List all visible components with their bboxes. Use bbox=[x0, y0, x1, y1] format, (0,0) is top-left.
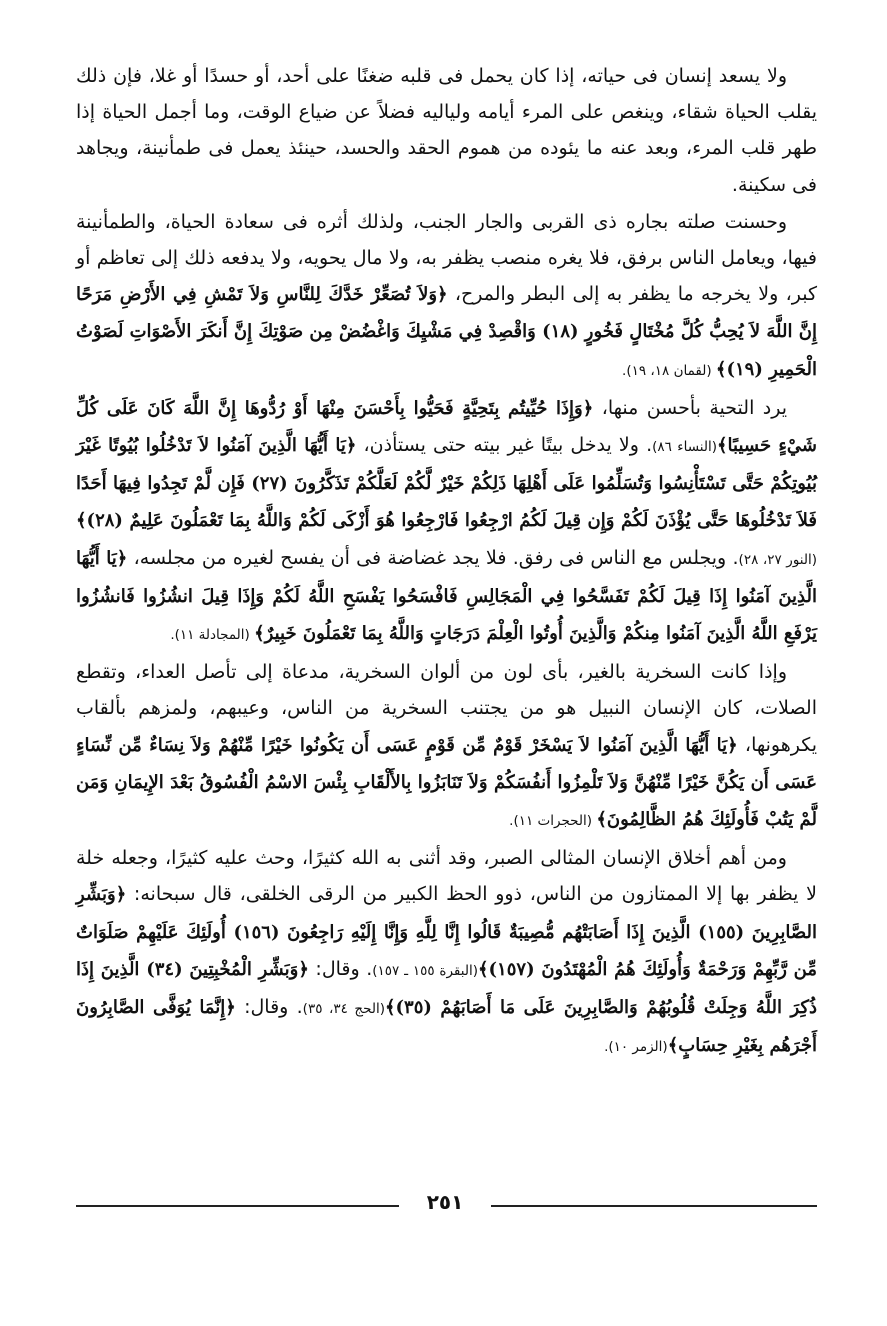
page-number: ٢٥١ bbox=[426, 1190, 464, 1214]
citation: (الحج ٣٤، ٣٥) bbox=[302, 1001, 385, 1018]
quran-verse: ﴿وَلاَ تُصَعِّرْ خَدَّكَ لِلنَّاسِ وَلاَ تَمْشِ فِي الأَرْضِ مَرَحًا إِنَّ اللَّهَ لاَ يُحِبُّ كُلَّ مُخْتَالٍ فَخُورٍ (١٨) وَاقْصِدْ فِي مَشْيِكَ وَاغْضُضْ مِن صَوْتِكَ إِنَّ أَنكَرَ الأَصْوَاتِ لَصَوْتُ الْحَمِيرِ (١٩)﴾ bbox=[76, 284, 818, 380]
paragraph-text: . وقال: bbox=[235, 996, 303, 1019]
paragraph bbox=[76, 58, 817, 203]
paragraph bbox=[76, 204, 817, 389]
quran-verse: ﴿يَا أَيُّهَا الَّذِينَ آمَنُوا لاَ يَسْخَرْ قَوْمٌ مِّن قَوْمٍ عَسَى أَن يَكُونُوا خَيْرًا مِّنْهُمْ وَلاَ نِسَاءٌ مِّن نِّسَاءٍ عَسَى أَن يَكُنَّ خَيْرًا مِّنْهُنَّ وَلاَ تَلْمِزُوا أَنفُسَكُمْ وَلاَ تَنَابَزُوا بِالأَلْقَابِ بِئْسَ الاسْمُ الْفُسُوقُ بَعْدَ الإِيمَانِ وَمَن لَّمْ يَتُبْ فَأُولَئِكَ هُمُ الظَّالِمُونَ﴾ bbox=[76, 734, 817, 831]
paragraph-text: وحسنت صلته بجاره ذى القربى والجار الجنب، ولذلك أثره فى سعادة الحياة، والطمأنينة فيها، ويعامل الناس برفق، فلا يغره منصب يظفر به، ولا مال يحويه، ولا يدفعه ذلك إلى تعاظم أو كبر، ولا يخرجه ما يظفر به إلى البطر والمرح، bbox=[76, 210, 817, 306]
quran-verse: ﴿وَإِذَا حُيِّيتُم بِتَحِيَّةٍ فَحَيُّوا بِأَحْسَنَ مِنْهَا أَوْ رُدُّوهَا إِنَّ اللَّهَ كَانَ عَلَى كُلِّ شَيْءٍ حَسِيبًا﴾ bbox=[76, 397, 817, 457]
paragraph-text: . ويجلس مع الناس فى رفق. فلا يجد غضاضة فى أن يفسح لغيره من مجلسه، bbox=[127, 546, 739, 569]
footer-rule-left bbox=[491, 1205, 817, 1207]
quran-verse: ﴿وَبَشِّرِ الصَّابِرِينَ (١٥٥) الَّذِينَ إِذَا أَصَابَتْهُم مُّصِيبَةٌ قَالُوا إِنَّا لِلَّهِ وَإِنَّا إِلَيْهِ رَاجِعُونَ (١٥٦) أُولَئِكَ عَلَيْهِمْ صَلَوَاتٌ مِّن رَّبِّهِمْ وَرَحْمَةٌ وَأُولَئِكَ هُمُ الْمُهْتَدُونَ (١٥٧)﴾ bbox=[76, 884, 818, 980]
paragraph-text: . ولا يدخل بيتًا غير بيته حتى يستأذن، bbox=[356, 434, 653, 457]
citation: (النساء ٨٦) bbox=[652, 439, 717, 456]
body-text bbox=[76, 58, 817, 1066]
citation: (النور ٢٧، ٢٨) bbox=[738, 551, 817, 568]
quran-verse: ﴿يَا أَيُّهَا الَّذِينَ آمَنُوا إِذَا قِيلَ لَكُمْ تَفَسَّحُوا فِي الْمَجَالِسِ فَافْسَحُوا يَفْسَحِ اللَّهُ لَكُمْ وَإِذَا قِيلَ انشُزُوا فَانشُزُوا يَرْفَعِ اللَّهُ الَّذِينَ آمَنُوا مِنكُمْ وَالَّذِينَ أُوتُوا الْعِلْمَ دَرَجَاتٍ وَاللَّهُ بِمَا تَعْمَلُونَ خَبِيرٌ﴾ bbox=[76, 547, 817, 645]
footer-rule-right bbox=[76, 1205, 399, 1207]
paragraph-text: يرد التحية بأحسن منها، bbox=[593, 396, 787, 419]
paragraph-text: . وقال: bbox=[308, 957, 373, 980]
citation: (البقرة ١٥٥ ـ ١٥٧) bbox=[372, 962, 478, 979]
citation: (الحجرات ١١). bbox=[509, 813, 597, 830]
quran-verse: ﴿وَبَشِّرِ الْمُخْبِتِينَ (٣٤) الَّذِينَ إِذَا ذُكِرَ اللَّهُ وَجِلَتْ قُلُوبُهُمْ وَالصَّابِرِينَ عَلَى مَا أَصَابَهُمْ (٣٥)﴾ bbox=[76, 958, 817, 1019]
quran-verse: ﴿إِنَّمَا يُوَفَّى الصَّابِرُونَ أَجْرَهُم بِغَيْرِ حِسَابٍ﴾ bbox=[76, 997, 817, 1057]
paragraph-text: وإذا كانت السخرية بالغير، بأى لون من ألوان السخرية، مدعاة إلى تأصل العداء، وتقطع الصلات، كان الإنسان النبيل هو من يجتنب السخرية من الناس، وعيبهم، ولمزهم بألقاب يكرهونها، bbox=[76, 661, 817, 756]
paragraph bbox=[76, 654, 817, 839]
quran-verse: ﴿يَا أَيُّهَا الَّذِينَ آمَنُوا لاَ تَدْخُلُوا بُيُوتًا غَيْرَ بُيُوتِكُمْ حَتَّى تَسْتَأْنِسُوا وَتُسَلِّمُوا عَلَى أَهْلِهَا ذَلِكُمْ خَيْرٌ لَّكُمْ لَعَلَّكُمْ تَذَكَّرُونَ (٢٧) فَإِن لَّمْ تَجِدُوا فِيهَا أَحَدًا فَلاَ تَدْخُلُوهَا حَتَّى يُؤْذَنَ لَكُمْ وَإِن قِيلَ لَكُمُ ارْجِعُوا فَارْجِعُوا هُوَ أَزْكَى لَكُمْ وَاللَّهُ بِمَا تَعْمَلُونَ عَلِيمٌ (٢٨)﴾ bbox=[76, 435, 817, 532]
citation: (لقمان ١٨، ١٩). bbox=[622, 362, 716, 379]
citation: (الزمر ١٠). bbox=[604, 1039, 668, 1056]
paragraph bbox=[76, 390, 817, 653]
paragraph-text: ومن أهم أخلاق الإنسان المثالى الصبر، وقد أثنى به الله كثيرًا، وحث عليه كثيرًا، وجعله خلة لا يظفر بها إلا الممتازون من الناس، ذوو الحظ الكبير من الرقى الخلقى، قال سبحانه: bbox=[76, 847, 817, 906]
paragraph bbox=[76, 840, 817, 1065]
citation: (المجادلة ١١). bbox=[170, 627, 255, 644]
paragraph-text: ولا يسعد إنسان فى حياته، إذا كان يحمل فى قلبه ضغنًا على أحد، أو حسدًا أو غلا، فإن ذلك يقلب الحياة شقاء، وينغص على المرء أيامه ولياليه فضلاً عن ضياع الوقت، وما أجمل الحياة إذا طهر قلب المرء، وبعد عنه ما يئوده من هموم الحقد والحسد، حينئذ يعمل فى طمأنينة، ويجاهد فى سكينة. bbox=[76, 65, 817, 196]
